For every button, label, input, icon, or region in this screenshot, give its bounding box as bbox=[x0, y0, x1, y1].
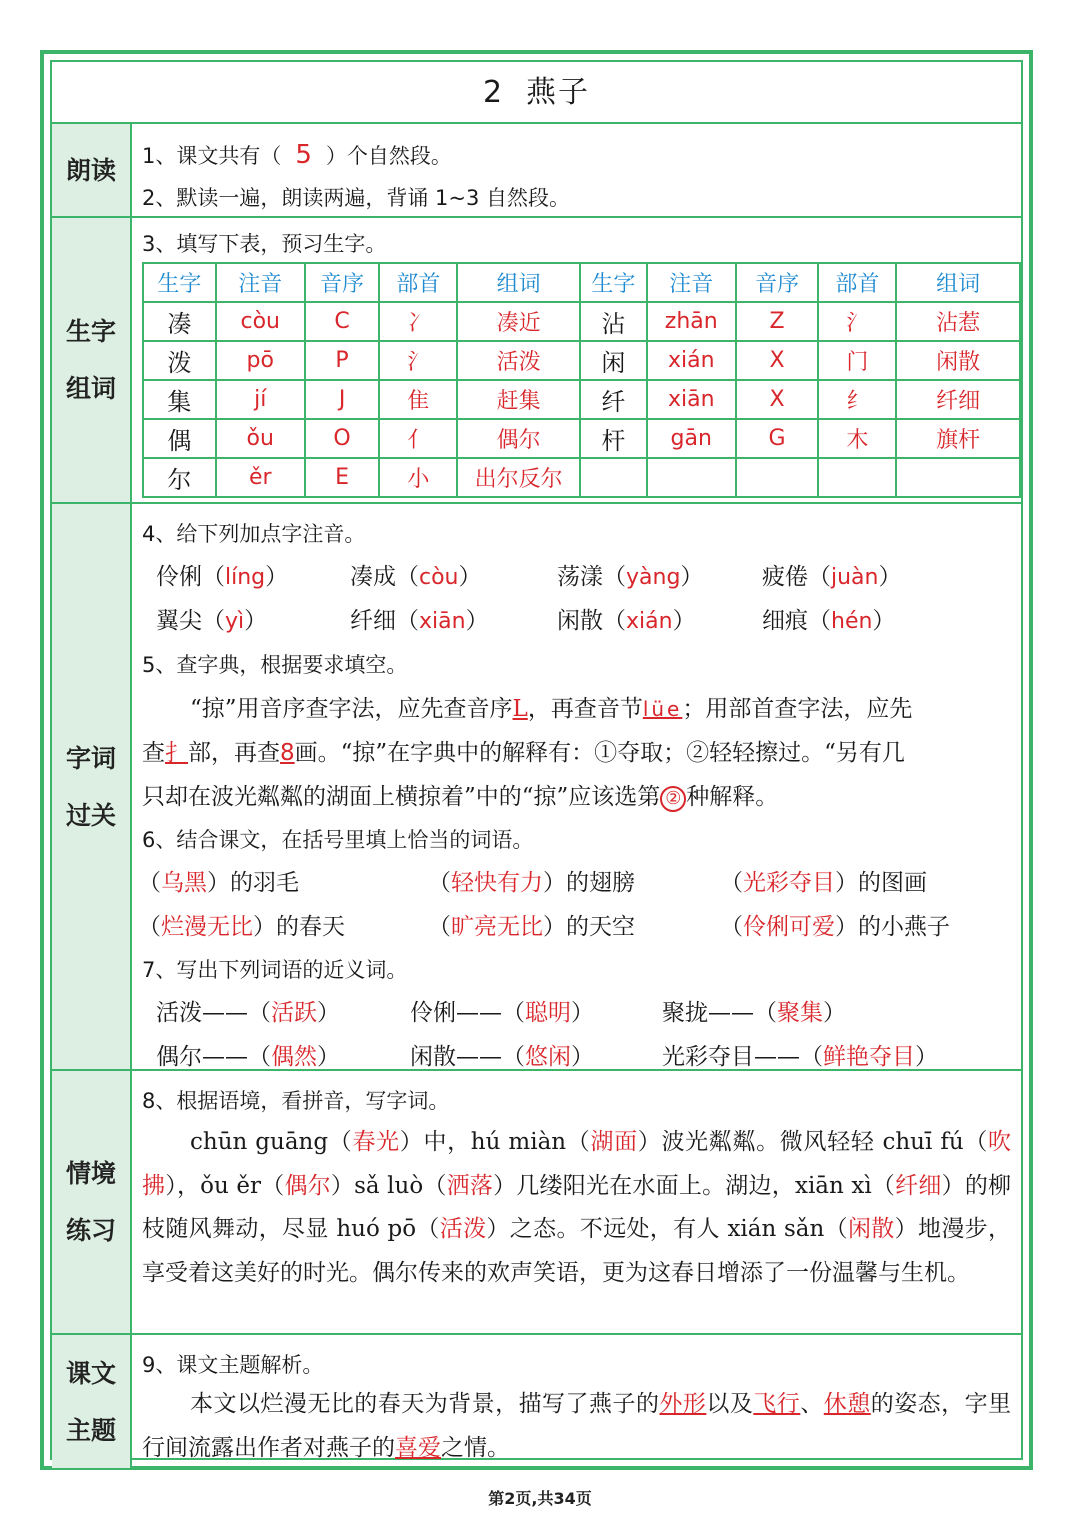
pinyin-word: 纤细 bbox=[350, 608, 396, 634]
synonym-item bbox=[662, 994, 846, 1027]
q8-answer: 湖面 bbox=[590, 1129, 638, 1155]
q8-text: chūn guāng（ bbox=[190, 1129, 353, 1155]
pinyin-word: 疲倦 bbox=[762, 564, 808, 590]
q1-answer: 5 bbox=[295, 140, 312, 170]
bracket: （ bbox=[138, 914, 161, 940]
table-header-cell: 注音 bbox=[216, 263, 305, 302]
lesson-number: 2 bbox=[482, 75, 505, 110]
q9-answer: 外形 bbox=[659, 1391, 707, 1417]
synonym-word: 伶俐—— bbox=[410, 1000, 502, 1026]
pinyin-item bbox=[156, 558, 288, 591]
q8-text: ）之态。不远处，有人 xián sǎn（ bbox=[486, 1216, 848, 1242]
pinyin-answer: yàng bbox=[626, 565, 681, 590]
table-cell: gān bbox=[647, 419, 736, 458]
pinyin-answer: xiān bbox=[419, 609, 466, 634]
table-cell: 赶集 bbox=[457, 380, 580, 419]
bracket: （ bbox=[808, 608, 831, 634]
pinyin-item bbox=[350, 558, 482, 591]
section-theme bbox=[52, 1335, 1021, 1468]
fill-item bbox=[720, 908, 950, 941]
pinyin-answer: còu bbox=[419, 565, 459, 590]
table-header-cell: 音序 bbox=[736, 263, 819, 302]
bracket: （ bbox=[754, 1000, 777, 1026]
q5-line-1 bbox=[190, 690, 912, 723]
fill-answer: 旷亮无比 bbox=[451, 914, 543, 940]
bracket: ） bbox=[253, 914, 276, 940]
q5-text: ，再查音节 bbox=[527, 696, 643, 722]
pinyin-word: 凑成 bbox=[350, 564, 396, 590]
fill-answer: 乌黑 bbox=[161, 870, 207, 896]
fill-tail: 的翅膀 bbox=[566, 870, 635, 896]
table-cell: 隹 bbox=[379, 380, 457, 419]
label-text: 朗读 bbox=[65, 155, 116, 185]
table-header-cell: 部首 bbox=[379, 263, 457, 302]
synonym-word: 偶尔—— bbox=[156, 1044, 248, 1070]
fill-item bbox=[428, 908, 635, 941]
fill-item bbox=[138, 864, 299, 897]
question-9: 9、课文主题解析。 bbox=[142, 1353, 324, 1377]
lesson-title: 燕子 bbox=[526, 75, 591, 110]
table-cell: còu bbox=[216, 302, 305, 341]
question-4: 4、给下列加点字注音。 bbox=[142, 522, 366, 546]
bracket: ） bbox=[543, 914, 566, 940]
bracket: （ bbox=[603, 608, 626, 634]
pinyin-item bbox=[557, 558, 703, 591]
q8-text: ）sǎ luò（ bbox=[330, 1172, 447, 1199]
section-label bbox=[52, 1071, 132, 1333]
label-text: 情境 bbox=[65, 1159, 116, 1188]
question-6: 6、结合课文，在括号里填上恰当的词语。 bbox=[142, 828, 534, 852]
bracket: ） bbox=[265, 564, 289, 590]
table-cell: ěr bbox=[216, 458, 305, 497]
bracket: ） bbox=[915, 1044, 938, 1070]
table-header-cell: 音序 bbox=[305, 263, 380, 302]
synonym-answer: 悠闲 bbox=[525, 1044, 571, 1070]
section-vocabulary bbox=[52, 504, 1021, 1071]
table-cell: 氵 bbox=[818, 302, 896, 341]
question-2: 2、默读一遍，朗读两遍，背诵 1~3 自然段。 bbox=[142, 186, 571, 210]
q5-text: 只却在波光粼粼的湖面上横掠着”中的“掠”应该选第 bbox=[142, 784, 661, 810]
bracket: ） bbox=[543, 870, 566, 896]
fill-item bbox=[428, 864, 635, 897]
table-header-cell: 生字 bbox=[143, 263, 216, 302]
table-cell: zhān bbox=[647, 302, 736, 341]
fill-tail: 的小燕子 bbox=[858, 914, 950, 940]
q5-line-2 bbox=[142, 734, 905, 767]
table-cell bbox=[647, 458, 736, 497]
pinyin-word: 伶俐 bbox=[156, 564, 202, 590]
section-content bbox=[132, 218, 1021, 502]
table-cell: 活泼 bbox=[457, 341, 580, 380]
section-content bbox=[132, 1335, 1021, 1468]
bracket: ） bbox=[465, 608, 489, 634]
q9-text: 本文以烂漫无比的春天为背景，描写了燕子的 bbox=[190, 1391, 660, 1417]
q8-answer: 偶尔 bbox=[284, 1172, 331, 1199]
q5-answer-radical: 扌 bbox=[165, 740, 188, 766]
label-text: 生字 bbox=[65, 317, 116, 346]
q1-text-end: ）个自然段。 bbox=[325, 144, 452, 168]
table-row bbox=[143, 380, 1020, 419]
q8-text: ）几缕阳光在水面上。湖边，xiān xì（ bbox=[493, 1172, 896, 1199]
table-cell: 偶 bbox=[143, 419, 216, 458]
fill-answer: 伶俐可爱 bbox=[743, 914, 835, 940]
table-cell: J bbox=[305, 380, 380, 419]
q5-answer-syllable: lüe bbox=[642, 697, 683, 721]
q8-answer: 纤细 bbox=[895, 1172, 942, 1199]
table-cell: 杆 bbox=[580, 419, 647, 458]
bracket: （ bbox=[248, 1044, 271, 1070]
character-table bbox=[142, 262, 1021, 498]
bracket: （ bbox=[502, 1000, 525, 1026]
table-cell: G bbox=[736, 419, 819, 458]
bracket: ） bbox=[244, 608, 268, 634]
bracket: ） bbox=[207, 870, 230, 896]
table-cell: 门 bbox=[818, 341, 896, 380]
q5-text: “掠”用音序查字法，应先查音序 bbox=[190, 696, 513, 722]
section-label bbox=[52, 218, 132, 502]
synonym-item bbox=[156, 1038, 340, 1071]
question-3: 3、填写下表，预习生字。 bbox=[142, 232, 387, 256]
table-cell: 尔 bbox=[143, 458, 216, 497]
fill-answer: 烂漫无比 bbox=[161, 914, 253, 940]
fill-item bbox=[720, 864, 927, 897]
bracket: （ bbox=[808, 564, 831, 590]
q9-text: 以及 bbox=[706, 1391, 754, 1417]
q5-text: 查 bbox=[142, 740, 165, 766]
synonym-word: 光彩夺目—— bbox=[662, 1044, 800, 1070]
synonym-item bbox=[410, 1038, 594, 1071]
q9-paragraph bbox=[142, 1383, 1011, 1470]
q9-text: 之情。 bbox=[441, 1434, 510, 1461]
table-cell: 亻 bbox=[379, 419, 457, 458]
section-characters bbox=[52, 218, 1021, 504]
synonym-answer: 鲜艳夺目 bbox=[823, 1044, 915, 1070]
section-context bbox=[52, 1071, 1021, 1335]
synonym-word: 活泼—— bbox=[156, 1000, 248, 1026]
q8-answer: 闲散 bbox=[847, 1216, 895, 1242]
q5-text: 画。“掠”在字典中的解释有：①夺取；②轻轻擦过。“另有几 bbox=[294, 740, 905, 766]
q9-answer: 休憩 bbox=[823, 1391, 871, 1417]
bracket: （ bbox=[428, 870, 451, 896]
label-text: 字词 bbox=[65, 743, 116, 773]
label-text: 过关 bbox=[65, 800, 116, 830]
table-cell bbox=[896, 458, 1020, 497]
table-cell: 偶尔 bbox=[457, 419, 580, 458]
q9-answer: 喜爱 bbox=[395, 1434, 441, 1461]
table-cell: 旗杆 bbox=[896, 419, 1020, 458]
bracket: （ bbox=[428, 914, 451, 940]
bracket: ） bbox=[680, 564, 704, 590]
table-cell: P bbox=[305, 341, 380, 380]
pinyin-item bbox=[762, 602, 895, 635]
question-8: 8、根据语境，看拼音，写字词。 bbox=[142, 1089, 450, 1113]
q8-paragraph bbox=[142, 1121, 1011, 1295]
pinyin-answer: hén bbox=[831, 609, 873, 634]
bracket: ） bbox=[672, 608, 696, 634]
table-cell: xián bbox=[647, 341, 736, 380]
table-row bbox=[143, 302, 1020, 341]
page-footer: 第2页,共34页 bbox=[488, 1489, 592, 1508]
synonym-word: 闲散—— bbox=[410, 1044, 502, 1070]
pinyin-word: 翼尖 bbox=[156, 608, 202, 634]
pinyin-answer: juàn bbox=[831, 565, 879, 590]
table-cell: 沾 bbox=[580, 302, 647, 341]
bracket: （ bbox=[603, 564, 626, 590]
q8-answer: 活泼 bbox=[439, 1216, 487, 1242]
synonym-item bbox=[156, 994, 340, 1027]
fill-answer: 光彩夺目 bbox=[743, 870, 835, 896]
label-text: 课文 bbox=[65, 1358, 116, 1388]
q1-text: 1、课文共有（ bbox=[142, 144, 282, 168]
question-1 bbox=[142, 140, 452, 170]
question-7: 7、写出下列词语的近义词。 bbox=[142, 958, 408, 982]
q5-answer-letter: L bbox=[512, 696, 528, 722]
pinyin-word: 细痕 bbox=[762, 608, 808, 634]
bracket: （ bbox=[202, 564, 225, 590]
section-label bbox=[52, 504, 132, 1069]
table-row bbox=[143, 458, 1020, 497]
table-cell: 泼 bbox=[143, 341, 216, 380]
table-cell: 木 bbox=[818, 419, 896, 458]
bracket: ） bbox=[571, 1044, 594, 1070]
bracket: （ bbox=[800, 1044, 823, 1070]
bracket: ） bbox=[823, 1000, 846, 1026]
table-header-cell: 注音 bbox=[647, 263, 736, 302]
q8-text: ）中，hú miàn（ bbox=[399, 1129, 591, 1155]
table-cell: 冫 bbox=[379, 302, 457, 341]
table-cell: 凑 bbox=[143, 302, 216, 341]
table-cell bbox=[736, 458, 819, 497]
pinyin-answer: xián bbox=[626, 609, 673, 634]
worksheet-inner bbox=[50, 60, 1023, 1460]
section-label bbox=[52, 124, 132, 216]
label-text: 练习 bbox=[65, 1216, 116, 1245]
q8-text: ）的柳枝随风舞动，尽显 huó pō（ bbox=[142, 1172, 1012, 1242]
bracket: （ bbox=[248, 1000, 271, 1026]
bracket: （ bbox=[396, 608, 419, 634]
table-cell: Z bbox=[736, 302, 819, 341]
fill-tail: 的天空 bbox=[566, 914, 635, 940]
pinyin-word: 闲散 bbox=[557, 608, 603, 634]
table-cell: xiān bbox=[647, 380, 736, 419]
label-text: 组词 bbox=[65, 374, 116, 403]
fill-tail: 的羽毛 bbox=[230, 870, 299, 896]
q5-text: ；用部首查字法，应先 bbox=[682, 696, 913, 722]
bracket: （ bbox=[202, 608, 225, 634]
section-content bbox=[132, 1071, 1021, 1333]
table-row bbox=[143, 341, 1020, 380]
table-cell: X bbox=[736, 341, 819, 380]
q9-answer: 飞行 bbox=[753, 1391, 801, 1417]
table-cell bbox=[580, 458, 647, 497]
pinyin-item bbox=[156, 602, 267, 635]
table-cell: X bbox=[736, 380, 819, 419]
synonym-answer: 偶然 bbox=[271, 1044, 317, 1070]
fill-item bbox=[138, 908, 345, 941]
table-header-row bbox=[143, 263, 1020, 302]
section-label bbox=[52, 1335, 132, 1468]
table-cell: 出尔反尔 bbox=[457, 458, 580, 497]
section-content bbox=[132, 504, 1021, 1069]
table-cell: pō bbox=[216, 341, 305, 380]
bracket: （ bbox=[720, 870, 743, 896]
q9-text: 的姿态，字里行间流露出作者对燕子的 bbox=[142, 1391, 1012, 1461]
bracket: ） bbox=[835, 914, 858, 940]
bracket: ） bbox=[317, 1044, 340, 1070]
table-cell: 纤 bbox=[580, 380, 647, 419]
bracket: ） bbox=[872, 608, 896, 634]
synonym-item bbox=[662, 1038, 938, 1071]
table-cell: 凑近 bbox=[457, 302, 580, 341]
synonym-word: 聚拢—— bbox=[662, 1000, 754, 1026]
table-cell: jí bbox=[216, 380, 305, 419]
pinyin-item bbox=[350, 602, 489, 635]
table-cell: 小 bbox=[379, 458, 457, 497]
bracket: ） bbox=[458, 564, 482, 590]
table-cell: ǒu bbox=[216, 419, 305, 458]
table-header-cell: 生字 bbox=[580, 263, 647, 302]
pinyin-answer: líng bbox=[225, 565, 266, 590]
table-cell: O bbox=[305, 419, 380, 458]
bracket: （ bbox=[720, 914, 743, 940]
table-cell bbox=[818, 458, 896, 497]
q9-text: 、 bbox=[800, 1391, 824, 1417]
table-cell: 纟 bbox=[818, 380, 896, 419]
q5-text: 部，再查 bbox=[188, 740, 280, 766]
table-cell: 闲 bbox=[580, 341, 647, 380]
table-header-cell: 组词 bbox=[896, 263, 1020, 302]
table-cell: 纤细 bbox=[896, 380, 1020, 419]
table-header-cell: 部首 bbox=[818, 263, 896, 302]
q5-text: 种解释。 bbox=[686, 784, 779, 810]
section-reading bbox=[52, 124, 1021, 218]
pinyin-item bbox=[557, 602, 696, 635]
bracket: ） bbox=[878, 564, 902, 590]
q8-text: ）波光粼粼。微风轻轻 chuī fú（ bbox=[637, 1129, 988, 1155]
q8-text: ）地漫步，享受着这美好的时光。偶尔传来的欢声笑语，更为这春日增添了一份温馨与生机。 bbox=[142, 1216, 1012, 1286]
pinyin-item bbox=[762, 558, 901, 591]
table-cell: C bbox=[305, 302, 380, 341]
bracket: ） bbox=[835, 870, 858, 896]
bracket: （ bbox=[138, 870, 161, 896]
q5-answer-strokes: 8 bbox=[280, 740, 295, 766]
q8-answer: 吹拂 bbox=[142, 1129, 1011, 1199]
table-cell: E bbox=[305, 458, 380, 497]
synonym-answer: 聚集 bbox=[777, 1000, 823, 1026]
pinyin-answer: yì bbox=[225, 609, 245, 634]
q8-answer: 洒落 bbox=[446, 1172, 494, 1199]
page-title bbox=[52, 62, 1021, 124]
bracket: ） bbox=[571, 1000, 594, 1026]
bracket: （ bbox=[396, 564, 419, 590]
table-row bbox=[143, 419, 1020, 458]
table-header-cell: 组词 bbox=[457, 263, 580, 302]
table-cell: 沾惹 bbox=[896, 302, 1020, 341]
section-content bbox=[132, 124, 1021, 216]
pinyin-word: 荡漾 bbox=[557, 564, 603, 590]
synonym-answer: 活跃 bbox=[271, 1000, 317, 1026]
bracket: （ bbox=[502, 1044, 525, 1070]
label-text: 主题 bbox=[65, 1415, 116, 1445]
question-5: 5、查字典，根据要求填空。 bbox=[142, 653, 408, 677]
fill-answer: 轻快有力 bbox=[451, 870, 543, 896]
worksheet bbox=[40, 50, 1033, 1470]
table-cell: 氵 bbox=[379, 341, 457, 380]
q8-answer: 春光 bbox=[352, 1129, 400, 1155]
bracket: ） bbox=[317, 1000, 340, 1026]
table-cell: 集 bbox=[143, 380, 216, 419]
fill-tail: 的春天 bbox=[276, 914, 345, 940]
fill-tail: 的图画 bbox=[858, 870, 927, 896]
synonym-answer: 聪明 bbox=[525, 1000, 571, 1026]
q5-answer-choice: ② bbox=[660, 786, 686, 812]
q8-text: ），ǒu ěr（ bbox=[165, 1172, 285, 1199]
q5-line-3 bbox=[142, 778, 778, 812]
synonym-item bbox=[410, 994, 594, 1027]
table-cell: 闲散 bbox=[896, 341, 1020, 380]
